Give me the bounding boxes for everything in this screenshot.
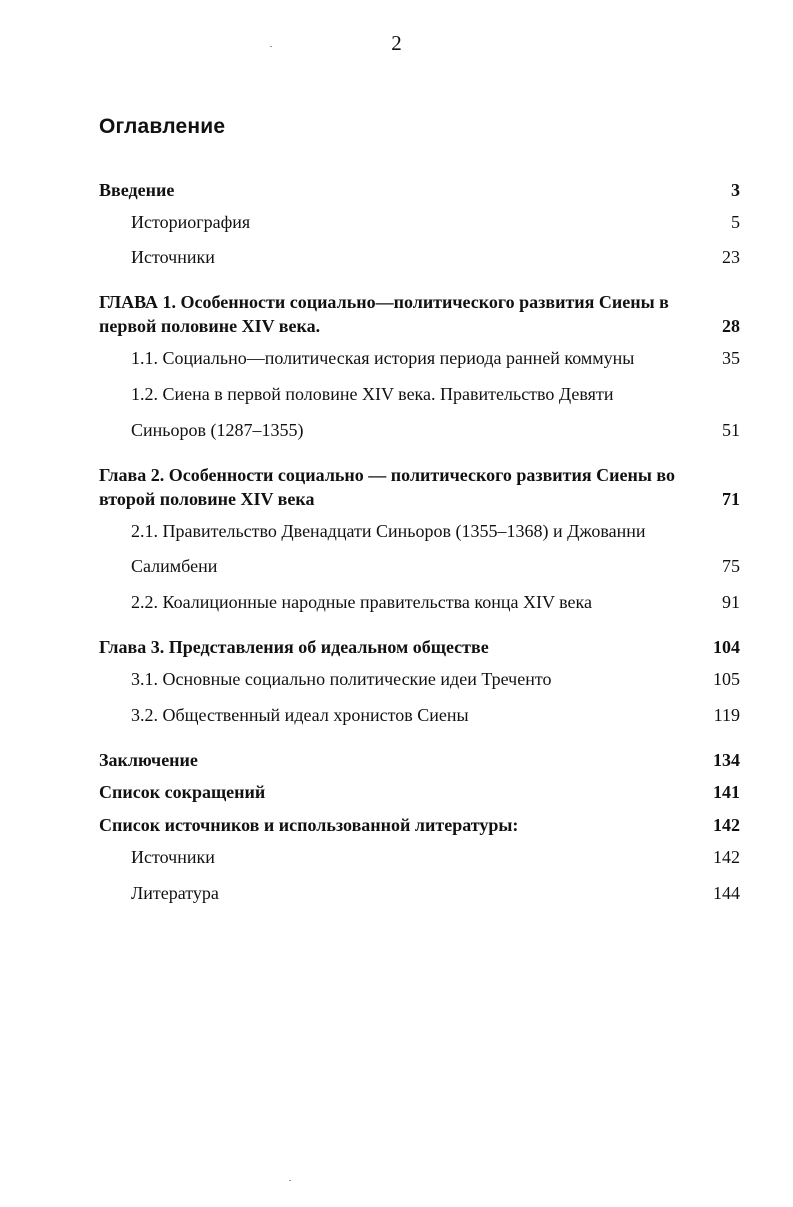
toc-entry-page: 142 — [713, 815, 740, 835]
toc-entry-page: 5 — [731, 212, 740, 232]
toc-entry-label: ГЛАВА 1. Особенности социально—политического развития Сиены в — [99, 292, 669, 312]
toc-entry-label: Список сокращений — [99, 782, 266, 802]
toc-entry-label: Введение — [99, 180, 175, 200]
toc-title: Оглавление — [99, 115, 226, 138]
toc-entry-page: 119 — [713, 705, 740, 725]
toc-entry-page: 91 — [722, 592, 740, 612]
toc-entry-label: Заключение — [99, 750, 198, 770]
toc-entry-page: 75 — [722, 556, 740, 576]
toc-entry-label: Литература — [131, 883, 219, 903]
toc-entry-page: 134 — [713, 750, 740, 770]
toc-entry-label: 2.1. Правительство Двенадцати Синьоров (1355–1368) и Джованни — [131, 521, 646, 541]
toc-entry-page: 23 — [722, 247, 740, 267]
toc-entry-page: 35 — [722, 348, 740, 368]
scan-speck — [270, 46, 272, 47]
toc-entry-page: 3 — [731, 180, 740, 200]
toc-entry-label: Глава 2. Особенности социально — политического развития Сиены во — [99, 465, 675, 485]
toc-entry-page: 142 — [713, 847, 740, 867]
toc-entry-label: второй половине XIV века — [99, 489, 315, 509]
page-number: 2 — [391, 31, 402, 55]
toc-entry-page: 105 — [713, 669, 740, 689]
toc-entry-label: 2.2. Коалиционные народные правительства конца XIV века — [131, 592, 592, 612]
scan-speck — [289, 1180, 291, 1181]
toc-entry-label: 3.2. Общественный идеал хронистов Сиены — [131, 705, 469, 725]
toc-entry-page: 141 — [713, 782, 740, 802]
toc-entry-page: 71 — [722, 489, 740, 509]
toc-entry-label: 3.1. Основные социально политические идеи Треченто — [131, 669, 552, 689]
toc-entry-label: Историография — [131, 212, 251, 232]
toc-entry-label: первой половине XIV века. — [99, 316, 321, 336]
toc-entry-label: Источники — [131, 847, 215, 867]
toc-entry-page: 144 — [713, 883, 740, 903]
toc-entry-label: Список источников и использованной литературы: — [99, 815, 519, 835]
toc-entry-label: Источники — [131, 247, 215, 267]
toc-entry-page: 28 — [722, 316, 740, 336]
toc-entry-label: Глава 3. Представления об идеальном обществе — [99, 637, 489, 657]
toc-entry-page: 104 — [713, 637, 740, 657]
toc-entry-page: 51 — [722, 420, 740, 440]
toc-entry-label: Синьоров (1287–1355) — [131, 420, 304, 440]
toc-entry-label: Салимбени — [131, 556, 218, 576]
toc-entry-label: 1.2. Сиена в первой половине XIV века. Правительство Девяти — [131, 384, 614, 404]
toc-entry-label: 1.1. Социально—политическая история периода ранней коммуны — [131, 348, 635, 368]
